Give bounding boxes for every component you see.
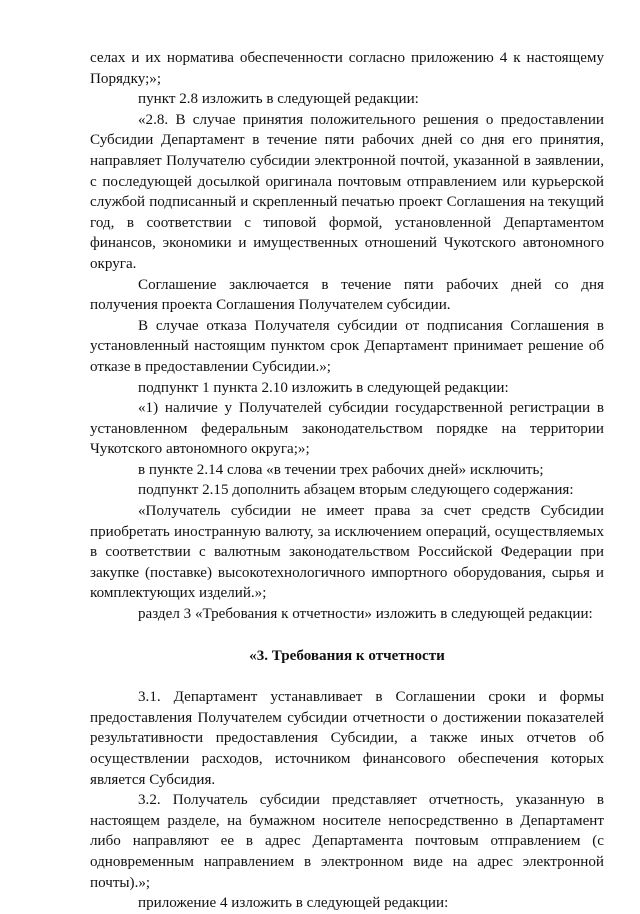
paragraph-3-2: 3.2. Получатель субсидии представляет отчетность, указанную в настоящем разделе, на бумажном носителе непосредственно в Департамент либо направляют ее в адрес Департамента почтовым отправлением (с одновременным направлением в электронном виде на адрес электронной почты).»; bbox=[90, 792, 604, 891]
paragraph-3-1: 3.1. Департамент устанавливает в Соглашении сроки и формы предоставления Получателем субсидии отчетности о достижении показателей результативности предоставления Субсидии, а также иных отчетов об осуществлении расходов, источником финансового обеспечения которых является Субсидия. bbox=[90, 689, 604, 788]
paragraph-subpoint-2-15-intro: подпункт 2.15 дополнить абзацем вторым следующего содержания: bbox=[138, 482, 574, 499]
paragraph-subpoint-2-15-text: «Получатель субсидии не имеет права за счет средств Субсидии приобретать иностранную валюту, за исключением операций, осуществляемых в соответствии с валютным законодательством Российской Федерации при закупке (поставке) высокотехнологичного импортного оборудования, сырья и комплектующих изделий.»; bbox=[90, 503, 604, 602]
section-heading: «3. Требования к отчетности bbox=[249, 647, 445, 664]
paragraph-agreement-term: Соглашение заключается в течение пяти рабочих дней со дня получения проекта Соглашения Получателем субсидии. bbox=[90, 276, 604, 314]
paragraph-section-3-intro: раздел 3 «Требования к отчетности» изложить в следующей редакции: bbox=[138, 606, 593, 623]
paragraph-refusal: В случае отказа Получателя субсидии от подписания Соглашения в установленный настоящим пунктом срок Департамент принимает решение об отказе в предоставлении Субсидии.»; bbox=[90, 317, 604, 375]
paragraph-point-2-8-intro: пункт 2.8 изложить в следующей редакции: bbox=[138, 91, 419, 108]
paragraph-point-2-14: в пункте 2.14 слова «в течении трех рабочих дней» исключить; bbox=[138, 461, 544, 478]
paragraph-appendix-4-intro: приложение 4 изложить в следующей редакции: bbox=[138, 895, 449, 912]
paragraph-subpoint-2-10-text: «1) наличие у Получателей субсидии государственной регистрации в установленном федеральным законодательством порядке на территории Чукотского автономного округа;»; bbox=[90, 400, 604, 458]
paragraph-point-2-8-text: «2.8. В случае принятия положительного решения о предоставлении Субсидии Департамент в течение пяти рабочих дней со дня его принятия, направляет Получателю субсидии электронной почтой, указанной в заявлении, с последующей досылкой оригинала почтовым отправлением или курьерской службой подписанный и скрепленный печатью проект Соглашения на текущий год, в соответствии с типовой формой, установленной Департаментом финансов, экономики и имущественных отношений Чукотского автономного округа. bbox=[90, 111, 604, 272]
paragraph-continuation: селах и их норматива обеспеченности согласно приложению 4 к настоящему Порядку;»; bbox=[90, 50, 604, 87]
document-page bbox=[90, 48, 604, 914]
paragraph-subpoint-2-10-intro: подпункт 1 пункта 2.10 изложить в следующей редакции: bbox=[138, 379, 509, 396]
